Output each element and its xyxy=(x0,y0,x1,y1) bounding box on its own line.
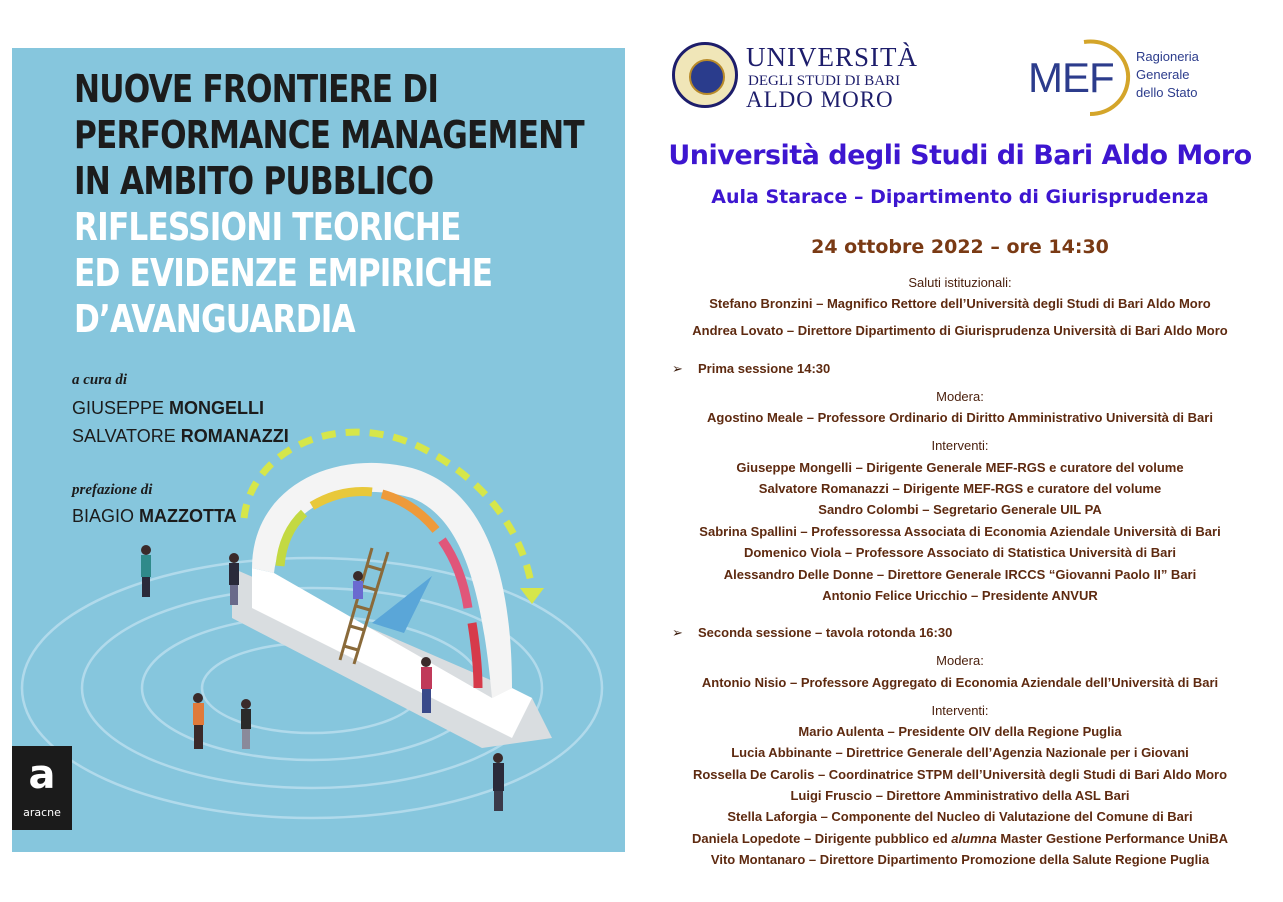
arrow-bullet-icon: ➢ xyxy=(672,625,683,640)
talk-item: Sandro Colombi – Segretario Generale UIL PA xyxy=(818,502,1102,517)
moderator-label: Modera: xyxy=(936,389,984,404)
talk-item: Lucia Abbinante – Direttrice Generale dell’Agenzia Nazionale per i Giovani xyxy=(731,745,1189,760)
talk-item: Luigi Fruscio – Direttore Amministrativo della ASL Bari xyxy=(790,788,1130,803)
title-line: PERFORMANCE MANAGEMENT xyxy=(74,113,584,157)
preface-label: prefazione di xyxy=(72,482,153,498)
moderator-label: Modera: xyxy=(936,653,984,668)
editor-name: SALVATORE ROMANAZZI xyxy=(72,426,289,446)
arrow-bullet-icon: ➢ xyxy=(672,361,683,376)
event-date: 24 ottobre 2022 – ore 14:30 xyxy=(811,236,1109,258)
talk-item: Domenico Viola – Professore Associato di Statistica Università di Bari xyxy=(743,545,1177,560)
session-1-title: ➢ Prima sessione 14:30 xyxy=(672,361,831,376)
greetings-label: Saluti istituzionali: xyxy=(908,275,1012,290)
moderator: Agostino Meale – Professore Ordinario di Diritto Amministrativo Università di Bari xyxy=(707,410,1213,425)
session-2-title: ➢ Seconda sessione – tavola rotonda 16:30 xyxy=(672,625,953,640)
mef-logo xyxy=(1026,36,1226,118)
subtitle-line: ED EVIDENZE EMPIRICHE xyxy=(74,251,493,295)
talk-item: Rossella De Carolis – Coordinatrice STPM dell’Università degli Studi di Bari Aldo Moro xyxy=(692,767,1228,782)
publisher-name: aracne xyxy=(23,806,61,819)
mef-abbr: MEF xyxy=(1028,54,1114,101)
university-logo-line: UNIVERSITÀ xyxy=(746,42,918,72)
subtitle-line: D’AVANGUARDIA xyxy=(74,297,355,341)
title-line: IN AMBITO PUBBLICO xyxy=(74,159,434,203)
preface-author: BIAGIO MAZZOTTA xyxy=(72,506,237,526)
talks-label: Interventi: xyxy=(931,438,989,453)
talk-item: Mario Aulenta – Presidente OIV della Regione Puglia xyxy=(798,724,1122,739)
mef-name: Ragioneria Generale dello Stato xyxy=(1136,49,1199,100)
university-seal-icon xyxy=(672,42,738,108)
book-title xyxy=(74,66,584,342)
talks-label: Interventi: xyxy=(931,703,989,718)
editor-name: GIUSEPPE MONGELLI xyxy=(72,398,265,418)
talk-item: Alessandro Delle Donne – Direttore Generale IRCCS “Giovanni Paolo II” Bari xyxy=(723,567,1197,582)
talk-item: Stella Laforgia – Componente del Nucleo di Valutazione del Comune di Bari xyxy=(727,809,1193,824)
greeting-speaker: Andrea Lovato – Direttore Dipartimento di Giurisprudenza Università di Bari Aldo Moro xyxy=(692,323,1228,338)
book-cover xyxy=(12,48,625,852)
editor-label: a cura di xyxy=(72,372,128,388)
publisher-glyph: a xyxy=(28,752,56,798)
talk-item: Sabrina Spallini – Professoressa Associata di Economia Aziendale Università di Bari xyxy=(699,524,1221,539)
room: Aula Starace – Dipartimento di Giurisprudenza xyxy=(711,186,1209,208)
publisher-logo xyxy=(12,746,72,830)
university-logo-line: DEGLI STUDI DI BARI xyxy=(748,73,901,89)
greeting-speaker: Stefano Bronzini – Magnifico Rettore dell’Università degli Studi di Bari Aldo Moro xyxy=(709,296,1211,311)
talk-item: Salvatore Romanazzi – Dirigente MEF-RGS e curatore del volume xyxy=(758,481,1162,496)
title-line: NUOVE FRONTIERE DI xyxy=(74,67,439,111)
university-logo xyxy=(672,40,922,112)
university-logo-line: ALDO MORO xyxy=(746,87,894,112)
talk-item: Giuseppe Mongelli – Dirigente Generale MEF-RGS e curatore del volume xyxy=(736,460,1184,475)
talk-item: Daniela Lopedote – Dirigente pubblico ed alumna Master Gestione Performance UniBA xyxy=(691,831,1228,846)
talk-item: Vito Montanaro – Direttore Dipartimento Promozione della Salute Regione Puglia xyxy=(710,852,1210,867)
moderator: Antonio Nisio – Professore Aggregato di Economia Aziendale dell’Università di Bari xyxy=(701,675,1219,690)
talk-item: Antonio Felice Uricchio – Presidente ANVUR xyxy=(822,588,1098,603)
venue-title: Università degli Studi di Bari Aldo Moro xyxy=(668,140,1252,171)
subtitle-line: RIFLESSIONI TEORICHE xyxy=(74,205,461,249)
